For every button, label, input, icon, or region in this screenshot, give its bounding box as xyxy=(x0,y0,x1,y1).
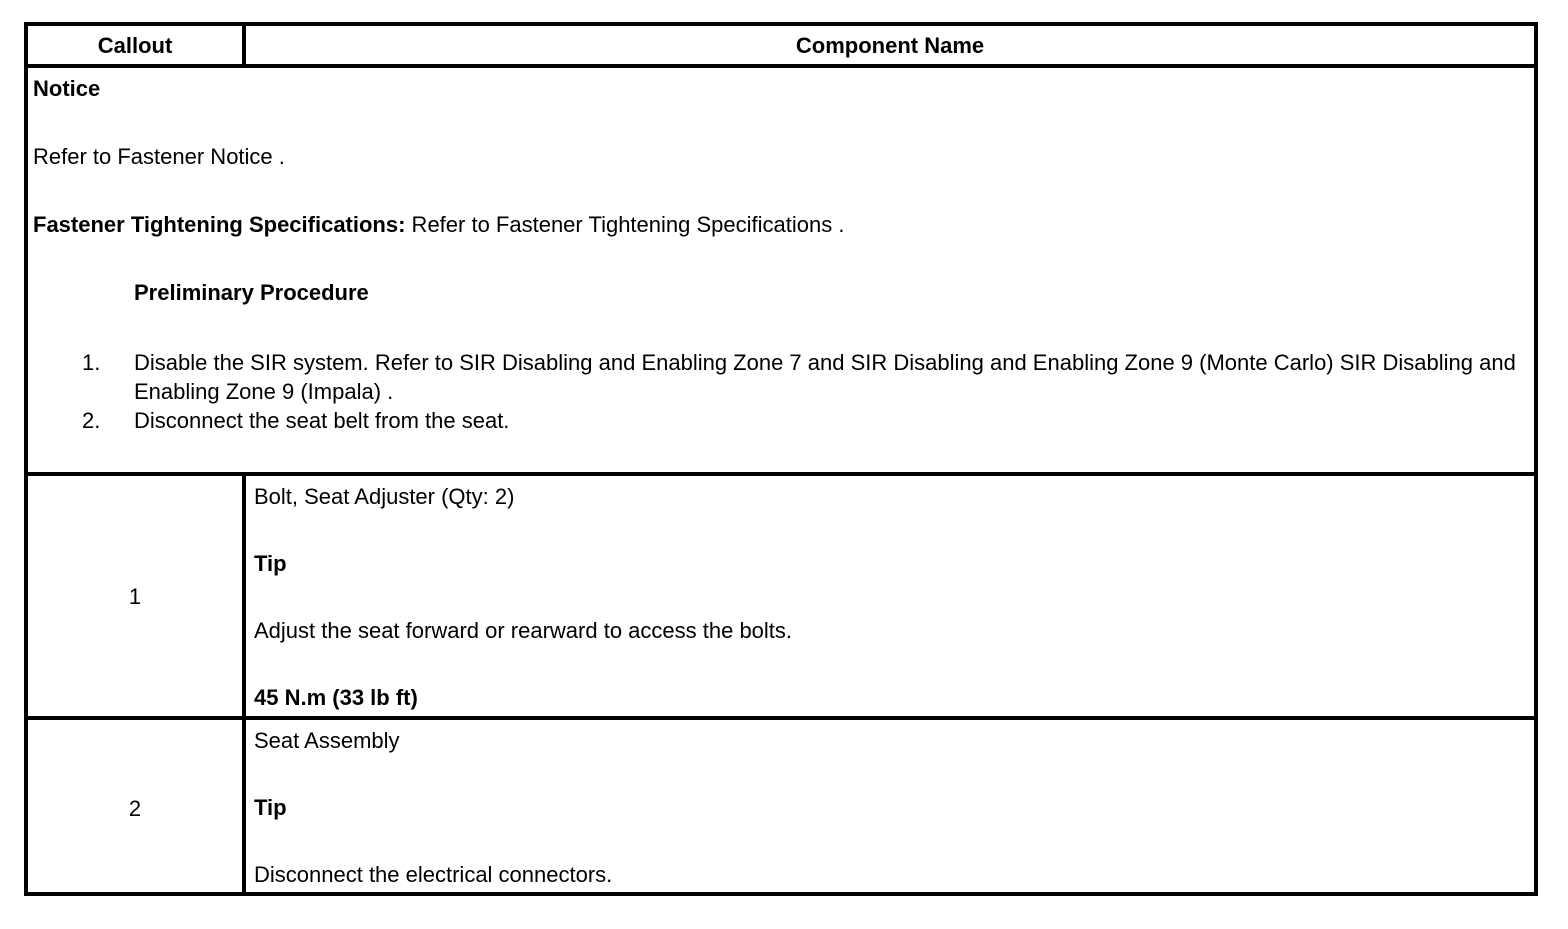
procedure-table xyxy=(24,22,1538,896)
callout-number: 2 xyxy=(128,796,142,821)
tip-text: Disconnect the electrical connectors. xyxy=(254,862,613,887)
table-row xyxy=(28,720,1534,896)
callout-column-header: Callout xyxy=(28,26,246,64)
tip-label: Tip xyxy=(254,551,287,576)
preliminary-procedure-heading: Preliminary Procedure xyxy=(134,280,369,305)
list-item xyxy=(33,406,1526,435)
notice-title: Notice xyxy=(33,76,101,101)
tightening-spec-label: Fastener Tightening Specifications: xyxy=(33,212,406,237)
step-text: Disable the SIR system. Refer to SIR Disabling and Enabling Zone 7 and SIR Disabling and Enabling Zone 9 (Monte Carlo) SIR Disabling and Enabling Zone 9 (Impala) . xyxy=(134,350,1516,404)
tip-text: Adjust the seat forward or rearward to access the bolts. xyxy=(254,618,793,643)
step-number: 2. xyxy=(82,408,101,433)
step-text: Disconnect the seat belt from the seat. xyxy=(134,408,510,433)
table-header xyxy=(28,26,1534,68)
component-cell xyxy=(246,720,1534,896)
component-name: Bolt, Seat Adjuster (Qty: 2) xyxy=(254,484,515,509)
preliminary-steps-list xyxy=(33,348,1526,435)
list-item xyxy=(33,348,1526,406)
tip-label: Tip xyxy=(254,795,287,820)
torque-spec: 45 N.m (33 lb ft) xyxy=(254,685,418,710)
tightening-spec-text: Refer to Fastener Tightening Specifications . xyxy=(405,212,845,237)
component-name: Seat Assembly xyxy=(254,728,400,753)
component-cell xyxy=(246,476,1534,716)
step-number: 1. xyxy=(82,350,101,375)
callout-number: 1 xyxy=(128,584,142,609)
fastener-notice-line: Refer to Fastener Notice . xyxy=(33,144,285,169)
callout-cell xyxy=(28,720,246,896)
component-name-column-header: Component Name xyxy=(795,33,985,58)
callout-cell xyxy=(28,476,246,716)
notice-section xyxy=(28,68,1534,476)
table-row xyxy=(28,476,1534,720)
tightening-spec-line xyxy=(33,212,1526,238)
